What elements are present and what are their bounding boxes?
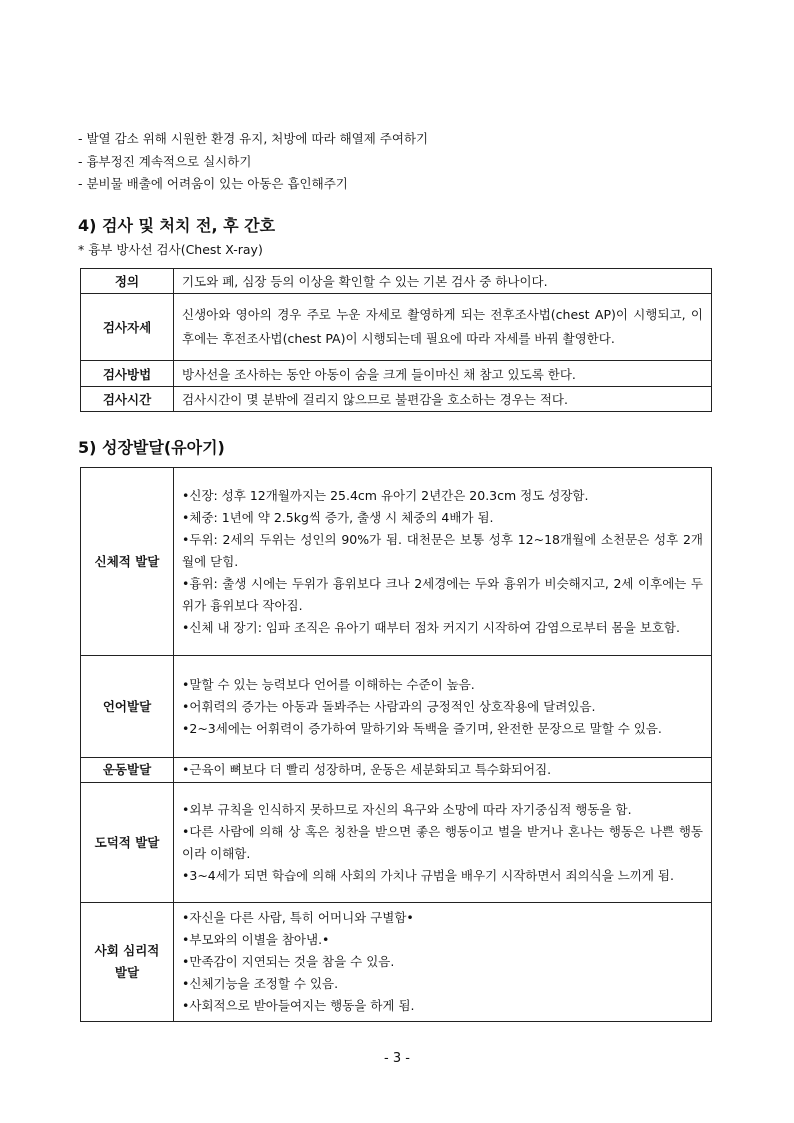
list-item: •사회적으로 받아들여지는 행동을 하게 됨. [182, 998, 415, 1013]
list-item: •신체기능을 조정할 수 있음. [182, 976, 339, 991]
row-key: 검사자세 [81, 294, 174, 361]
row-key: 사회 심리적 발달 [81, 903, 174, 1022]
list-item: •3~4세가 되면 학습에 의해 사회의 가치나 규범을 배우기 시작하면서 죄의식을 느끼게 됨. [182, 867, 674, 883]
section-5-heading: 5) 성장발달(유아기) [78, 438, 225, 457]
list-item: •만족감이 지연되는 것을 참을 수 있음. [182, 954, 395, 969]
chest-xray-table [80, 268, 712, 412]
table-row [81, 903, 712, 1022]
list-item: •두위: 2세의 두위는 성인의 90%가 됨. 대천문은 보통 성후 12~18개월에 소천문은 성후 2개월에 닫힘. [182, 531, 703, 569]
row-value [174, 783, 712, 903]
list-item: •2~3세에는 어휘력이 증가하여 말하기와 독백을 즐기며, 완전한 문장으로 말할 수 있음. [182, 720, 662, 736]
page-number: - 3 - [384, 1051, 410, 1066]
row-value: 검사시간이 몇 분밖에 걸리지 않으므로 불편감을 호소하는 경우는 적다. [174, 387, 712, 412]
table-row [81, 269, 712, 294]
growth-development-table [80, 467, 712, 1022]
care-bullet-list [78, 128, 428, 196]
table-row [81, 361, 712, 387]
row-value [174, 758, 712, 783]
row-key: 신체적 발달 [81, 468, 174, 656]
table-row [81, 468, 712, 656]
table-row [81, 387, 712, 412]
row-value [174, 468, 712, 656]
list-item: •부모와의 이별을 참아냄.• [182, 932, 330, 947]
row-key: 검사시간 [81, 387, 174, 412]
list-item: •어휘력의 증가는 아동과 돌봐주는 사람과의 긍정적인 상호작용에 달려있음. [182, 698, 596, 714]
bullet-item: - 발열 감소 위해 시원한 환경 유지, 처방에 따라 해열제 주여하기 [78, 131, 429, 146]
table-row [81, 294, 712, 361]
table-row [81, 783, 712, 903]
row-value: 기도와 폐, 심장 등의 이상을 확인할 수 있는 기본 검사 중 하나이다. [174, 269, 712, 294]
list-item: •자신을 다른 사람, 특히 어머니와 구별함• [182, 910, 414, 925]
row-key: 언어발달 [81, 656, 174, 758]
table-row [81, 758, 712, 783]
list-item: •신체 내 장기: 임파 조직은 유아기 때부터 점차 커지기 시작하여 감염으로부터 몸을 보호함. [182, 619, 680, 635]
row-key: 정의 [81, 269, 174, 294]
row-key: 운동발달 [81, 758, 174, 783]
section-4-subtitle: * 흉부 방사선 검사(Chest X-ray) [78, 242, 263, 257]
table-row [81, 656, 712, 758]
row-value: 방사선을 조사하는 동안 아동이 숨을 크게 들이마신 채 참고 있도록 한다. [174, 361, 712, 387]
list-item: •신장: 성후 12개월까지는 25.4cm 유아기 2년간은 20.3cm 정도 성장함. [182, 487, 589, 503]
list-item: •말할 수 있는 능력보다 언어를 이해하는 수준이 높음. [182, 676, 475, 692]
section-4-heading: 4) 검사 및 처치 전, 후 간호 [78, 216, 276, 235]
list-item: •체중: 1년에 약 2.5kg씩 증가, 출생 시 체중의 4배가 됨. [182, 509, 494, 525]
bullet-item: - 흉부정진 계속적으로 실시하기 [78, 153, 252, 169]
list-item: •외부 규칙을 인식하지 못하므로 자신의 욕구와 소망에 따라 자기중심적 행동을 함. [182, 801, 632, 817]
row-value [174, 656, 712, 758]
list-item: •다른 사람에 의해 상 혹은 칭찬을 받으면 좋은 행동이고 벌을 받거나 혼나는 행동은 나쁜 행동이라 이해함. [182, 823, 703, 861]
row-value: 신생아와 영아의 경우 주로 누운 자세로 촬영하게 되는 전후조사법(chest AP)이 시행되고, 이 후에는 후전조사법(chest PA)이 시행되는데 필요에 따라 자세를 바꿔 촬영한다. [174, 294, 712, 361]
list-item: •흉위: 출생 시에는 두위가 흉위보다 크나 2세경에는 두와 흉위가 비슷해지고, 2세 이후에는 두위가 흉위보다 작아짐. [182, 575, 703, 613]
bullet-item: - 분비물 배출에 어려움이 있는 아동은 흡인해주기 [78, 176, 348, 191]
row-key: 도덕적 발달 [81, 783, 174, 903]
row-value [174, 903, 712, 1022]
list-item: •근육이 뼈보다 더 빨리 성장하며, 운동은 세분화되고 특수화되어짐. [182, 762, 552, 777]
row-key: 검사방법 [81, 361, 174, 387]
